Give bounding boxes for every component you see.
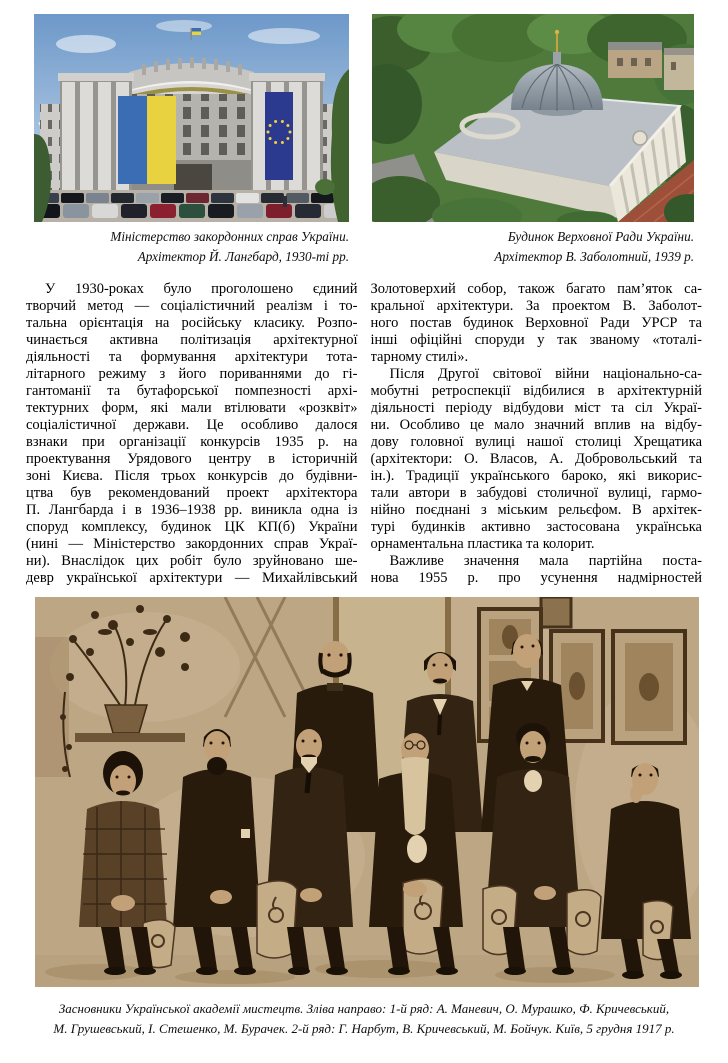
text-line: орнаментальна пластика та колорит. <box>370 536 595 552</box>
text-line: ін.). Традиції українського бароко, які викорис- <box>370 468 702 484</box>
text-line: тали автори в забудові столичної вулиці, гармо- <box>370 485 702 501</box>
text-line: діяльності та формування архітектури тота- <box>26 349 358 365</box>
parked-cars <box>34 190 349 222</box>
text-line: Золотоверхий собор, також багато пам’яток са- <box>370 281 702 297</box>
text-line: чинається активна політизація архітектурної <box>26 332 358 348</box>
caption-line: Засновники Української академії мистецтв. Зліва направо: 1-й ряд: А. Маневич, О. Мурашко, Ф. Кричевський, <box>58 1001 670 1016</box>
text-line: ни. Особливо це мало значний вплив на відбу- <box>370 417 702 433</box>
text-line: дову головної вулиці нашої столиці Хрещатика <box>370 434 702 450</box>
pedestrian <box>283 196 287 207</box>
text-line: (архітектори: О. Власов, А. Добровольський та <box>370 451 702 467</box>
photo-academy-founders <box>35 597 699 987</box>
text-line: зоні Києва. Після трьох конкурсів до будівни- <box>26 468 358 484</box>
text-line: нова 1955 р. про усунення надмірностей <box>370 570 702 586</box>
mfa-photo-illustration <box>34 14 349 222</box>
text-line: У 1930-роках було проголошено єдиний <box>45 281 358 297</box>
photo-verkhovna-rada <box>372 14 694 222</box>
text-line: (нині — Міністерство закордонних справ Украї- <box>26 536 358 552</box>
entrance <box>174 164 212 192</box>
text-line: тальна орієнтація на російську класику. Розпо- <box>26 315 358 331</box>
eu-flag-banner <box>265 92 293 180</box>
text-line: цтва був рекомендований проект архітектора <box>26 485 358 501</box>
text-line: літарного режиму з його пориваннями до гі- <box>26 366 358 382</box>
caption-line: М. Грушевський, І. Стешенко, М. Бурачек. 2-й ряд: Г. Нарбут, В. Кричевський, М. Бойчук. Київ, 5 грудня 1917 р. <box>53 1021 675 1036</box>
body-text <box>26 281 702 587</box>
rada-photo-illustration <box>372 14 694 222</box>
caption-mfa <box>34 227 349 266</box>
text-line: соціалістичної держави. Це особливо далося <box>26 417 358 433</box>
text-line: проектування Урядового центру в історичній <box>26 451 358 467</box>
caption-line: Будинок Верховної Ради України. <box>507 229 694 244</box>
caption-line: Міністерство закордонних справ України. <box>110 229 349 244</box>
text-line: Важливе значення мала партійна поста- <box>389 553 702 569</box>
caption-line: Архітектор Й. Лангбард, 1930-ті рр. <box>137 248 349 264</box>
text-line: турі будинків активно застосована українська <box>370 519 702 535</box>
text-line: кральної архітектури. За проектом В. Заболот- <box>370 298 702 314</box>
text-line: інші офіційні споруди у так званому «тоталі- <box>370 332 702 348</box>
text-line: тарному стилі». <box>370 349 469 365</box>
caption-founders <box>16 999 712 1039</box>
text-line: ного постав будинок Верховної Ради УРСР та <box>370 315 702 331</box>
text-line: нійно поєднані з міським рельєфом. В архітек- <box>370 502 702 518</box>
text-line: девр української архітектури — Михайлівський <box>26 570 358 586</box>
text-line: гантоманії та бутафорської помпезності архі- <box>26 383 358 399</box>
text-line: творчий метод — соціалістичний реалізм і то- <box>26 298 358 314</box>
text-line: ни). Внаслідок цих робіт було зруйновано ше- <box>26 553 358 569</box>
caption-rada <box>372 227 694 266</box>
facade-emblem <box>633 131 647 145</box>
text-line: мобутні ретроспекції відбилися в архітектурній <box>370 383 702 399</box>
caption-line: Архітектор В. Заболотний, 1939 р. <box>494 248 694 264</box>
text-line: діяльності періоду відбудови міст та сіл Украї- <box>370 400 702 416</box>
photo-mfa-building <box>34 14 349 222</box>
text-line: тектурних форм, які мали втілювати «розквіт» <box>26 400 358 416</box>
text-line: споруд комплексу, будинок ЦК КП(б) України <box>26 519 358 535</box>
column-right <box>371 281 703 587</box>
ukraine-flag-banner <box>118 96 176 184</box>
text-line: П. Лангбарда і в 1936–1938 рр. виникла одна із <box>26 502 358 518</box>
founders-photo-illustration <box>35 597 699 987</box>
column-left <box>26 281 358 587</box>
text-line: взнаки при організації конкурсів 1935 р. на <box>26 434 358 450</box>
text-line: Після Другої світової війни національно-са- <box>389 366 702 382</box>
